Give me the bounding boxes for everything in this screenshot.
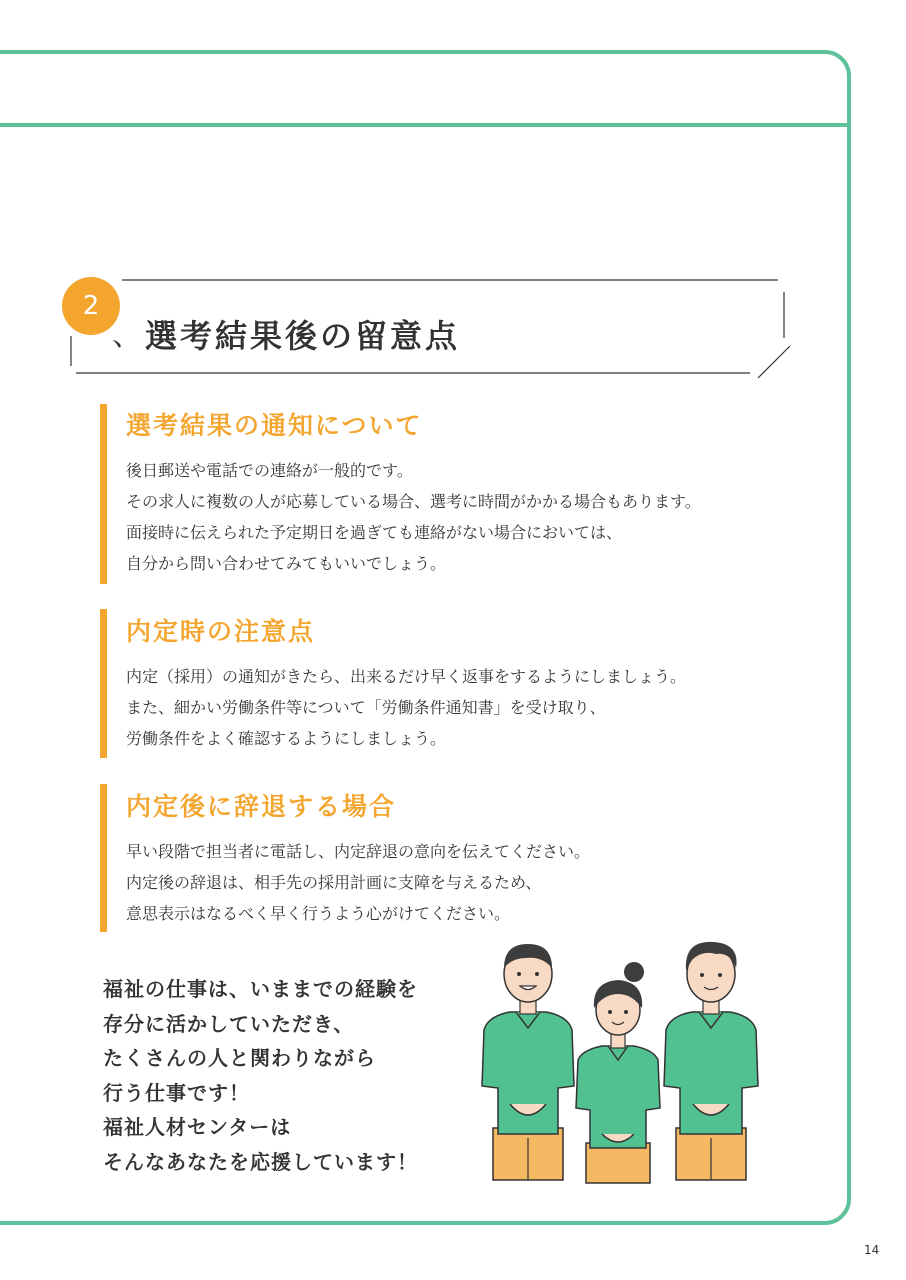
page-title: 選考結果後の留意点: [145, 317, 461, 355]
section-body: [126, 661, 686, 754]
body-line: 意思表示はなるべく早く行うよう心がけてください。: [126, 904, 511, 923]
section-accent-bar: [100, 404, 107, 584]
section-decline-offer: [100, 784, 800, 932]
closing-line: 福祉人材センターは: [103, 1115, 292, 1139]
section-heading: 内定後に辞退する場合: [126, 792, 397, 821]
body-line: 自分から問い合わせてみてもいいでしょう。: [126, 554, 447, 573]
section-accent-bar: [100, 609, 107, 758]
staff-illustration: [478, 938, 768, 1188]
section-body: [126, 455, 701, 579]
body-line: 内定後の辞退は、相手先の採用計画に支障を与えるため、: [126, 873, 542, 892]
closing-line: 行う仕事です！: [103, 1080, 250, 1105]
body-line: 早い段階で担当者に電話し、内定辞退の意向を伝えてください。: [126, 842, 591, 861]
title-comma-mark: 、: [112, 318, 142, 353]
section-selection-notice: [100, 404, 800, 584]
body-line: 後日郵送や電話での連絡が一般的です。: [126, 461, 413, 480]
closing-line: たくさんの人と関わりながら: [103, 1046, 376, 1070]
closing-message: [103, 972, 418, 1179]
section-offer-notes: [100, 609, 800, 758]
body-line: また、細かい労働条件等について「労働条件通知書」を受け取り、: [126, 698, 606, 717]
frame-header-divider: [0, 123, 851, 127]
staff-woman-figure: [576, 962, 660, 1183]
section-accent-bar: [100, 784, 107, 932]
body-line: 面接時に伝えられた予定期日を過ぎても連絡がない場合においては、: [126, 523, 623, 542]
body-line: 労働条件をよく確認するようにしましょう。: [126, 729, 447, 748]
section-number-badge: 2: [62, 277, 120, 335]
section-heading: 選考結果の通知について: [126, 411, 423, 440]
page-number: 14: [864, 1243, 880, 1257]
body-line: その求人に複数の人が応募している場合、選考に時間がかかる場合もあります。: [126, 492, 701, 511]
body-line: 内定（採用）の通知がきたら、出来るだけ早く返事をするようにしましょう。: [126, 667, 687, 686]
staff-man-left-figure: [482, 944, 574, 1180]
closing-line: 福祉の仕事は、いままでの経験を: [103, 977, 418, 1001]
staff-man-right-figure: [664, 942, 758, 1180]
closing-line: そんなあなたを応援しています！: [103, 1149, 418, 1174]
section-heading: 内定時の注意点: [126, 617, 316, 646]
closing-line: 存分に活かしていただき、: [103, 1011, 355, 1036]
section-body: [126, 836, 590, 929]
